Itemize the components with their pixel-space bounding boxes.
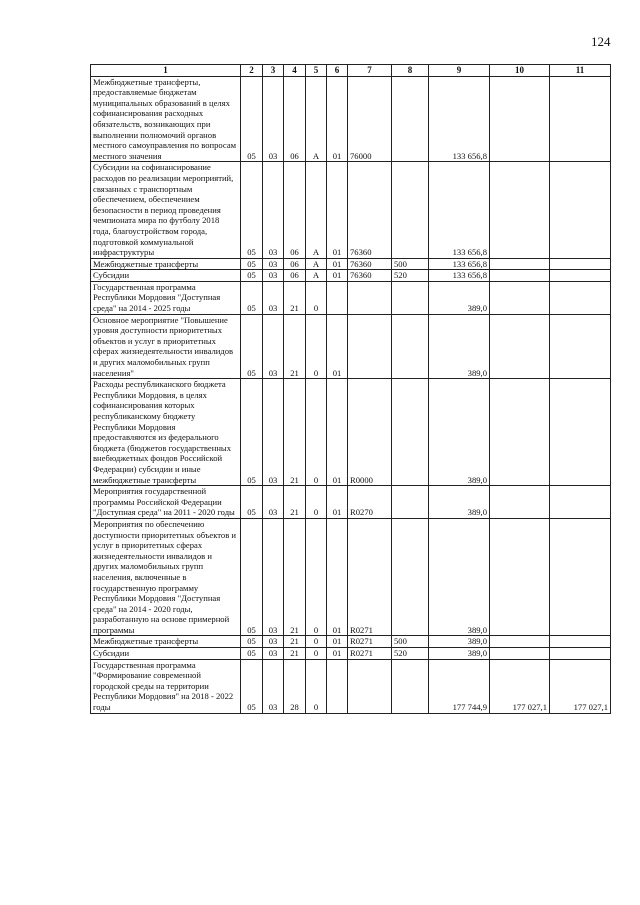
cell-direction: 76360: [348, 270, 392, 282]
budget-table: [90, 64, 611, 714]
cell-subprogram: А: [306, 76, 327, 162]
header-cell: 4: [284, 65, 306, 77]
cell-expense-type: [392, 76, 429, 162]
cell-amount-2: [490, 379, 550, 486]
cell-amount-2: [490, 258, 550, 270]
cell-amount-3: [550, 314, 611, 379]
cell-activity: [327, 659, 348, 713]
cell-subsection: 03: [263, 486, 284, 519]
cell-section: 05: [241, 659, 263, 713]
table-row: [91, 379, 611, 486]
row-name: Субсидии на софинансирование расходов по реализации мероприятий, связанных с транспортным обеспечением, обеспечением безопасности в период проведения чемпионата мира по футболу 2018 года, благоустройством города, подготовкой коммунальной инфраструктуры: [91, 162, 241, 258]
table-row: [91, 636, 611, 648]
cell-subsection: 03: [263, 636, 284, 648]
cell-subprogram: 0: [306, 281, 327, 314]
cell-section: 05: [241, 636, 263, 648]
cell-section: 05: [241, 270, 263, 282]
cell-program: 21: [284, 648, 306, 660]
cell-subsection: 03: [263, 281, 284, 314]
header-cell: 7: [348, 65, 392, 77]
cell-amount-2: [490, 162, 550, 258]
cell-amount-3: [550, 648, 611, 660]
cell-program: 06: [284, 258, 306, 270]
cell-activity: 01: [327, 162, 348, 258]
cell-section: 05: [241, 486, 263, 519]
cell-activity: 01: [327, 486, 348, 519]
table-row: [91, 648, 611, 660]
cell-amount-3: [550, 258, 611, 270]
cell-amount-3: [550, 76, 611, 162]
row-name: Основное мероприятие "Повышение уровня доступности приоритетных объектов и услуг в приоритетных сферах жизнедеятельности инвалидов и других маломобильных групп населения": [91, 314, 241, 379]
cell-amount-3: [550, 270, 611, 282]
row-name: Мероприятия по обеспечению доступности приоритетных объектов и услуг в приоритетных сферах жизнедеятельности инвалидов и других маломобильных групп населения, включенные в государственную программу Республики Мордовия "Доступная среда" на 2014 - 2020 годы, разработанную на основе примерной программы: [91, 518, 241, 636]
cell-subprogram: А: [306, 162, 327, 258]
cell-amount-3: [550, 379, 611, 486]
cell-subprogram: 0: [306, 518, 327, 636]
cell-subsection: 03: [263, 648, 284, 660]
cell-section: 05: [241, 162, 263, 258]
cell-amount-3: 177 027,1: [550, 659, 611, 713]
cell-subprogram: 0: [306, 648, 327, 660]
cell-program: 28: [284, 659, 306, 713]
cell-expense-type: [392, 518, 429, 636]
cell-amount-3: [550, 518, 611, 636]
row-name: Государственная программа "Формирование современной городской среды на территории Республики Мордовия" на 2018 - 2022 годы: [91, 659, 241, 713]
cell-expense-type: 500: [392, 636, 429, 648]
cell-amount-1: 389,0: [429, 379, 490, 486]
cell-amount-1: 389,0: [429, 648, 490, 660]
header-cell: 6: [327, 65, 348, 77]
cell-direction: 76360: [348, 258, 392, 270]
cell-subprogram: А: [306, 270, 327, 282]
cell-activity: 01: [327, 258, 348, 270]
header-row: [91, 65, 611, 77]
cell-amount-1: 133 656,8: [429, 258, 490, 270]
cell-program: 21: [284, 636, 306, 648]
cell-amount-2: [490, 486, 550, 519]
cell-amount-1: 133 656,8: [429, 270, 490, 282]
cell-expense-type: 520: [392, 270, 429, 282]
row-name: Субсидии: [91, 270, 241, 282]
cell-subsection: 03: [263, 258, 284, 270]
cell-expense-type: [392, 379, 429, 486]
cell-subsection: 03: [263, 379, 284, 486]
header-cell: 5: [306, 65, 327, 77]
cell-program: 21: [284, 281, 306, 314]
cell-activity: 01: [327, 270, 348, 282]
cell-amount-2: [490, 281, 550, 314]
cell-amount-1: 133 656,8: [429, 76, 490, 162]
cell-expense-type: 500: [392, 258, 429, 270]
cell-program: 21: [284, 518, 306, 636]
cell-expense-type: [392, 659, 429, 713]
cell-amount-2: [490, 314, 550, 379]
cell-amount-2: [490, 648, 550, 660]
cell-section: 05: [241, 518, 263, 636]
cell-amount-3: [550, 162, 611, 258]
header-cell: 2: [241, 65, 263, 77]
table-row: [91, 314, 611, 379]
cell-direction: [348, 659, 392, 713]
cell-direction: 76000: [348, 76, 392, 162]
cell-amount-1: 389,0: [429, 314, 490, 379]
cell-direction: R0271: [348, 636, 392, 648]
cell-program: 06: [284, 162, 306, 258]
table-row: [91, 162, 611, 258]
cell-amount-2: [490, 636, 550, 648]
cell-amount-1: 389,0: [429, 486, 490, 519]
header-cell: 3: [263, 65, 284, 77]
row-name: Межбюджетные трансферты: [91, 258, 241, 270]
cell-direction: R0271: [348, 518, 392, 636]
page-number: 124: [591, 34, 611, 49]
cell-program: 21: [284, 486, 306, 519]
cell-subsection: 03: [263, 76, 284, 162]
cell-section: 05: [241, 379, 263, 486]
row-name: Мероприятия государственной программы Российской Федерации "Доступная среда" на 2011 - 2020 годы: [91, 486, 241, 519]
cell-activity: [327, 281, 348, 314]
cell-expense-type: 520: [392, 648, 429, 660]
table-row: [91, 281, 611, 314]
cell-direction: 76360: [348, 162, 392, 258]
cell-subprogram: 0: [306, 636, 327, 648]
cell-activity: 01: [327, 636, 348, 648]
cell-section: 05: [241, 314, 263, 379]
header-cell: 8: [392, 65, 429, 77]
cell-program: 06: [284, 270, 306, 282]
header-cell: 1: [91, 65, 241, 77]
row-name: Субсидии: [91, 648, 241, 660]
cell-activity: 01: [327, 648, 348, 660]
table-row: [91, 518, 611, 636]
cell-direction: [348, 281, 392, 314]
row-name: Межбюджетные трансферты, предоставляемые бюджетам муниципальных образований в целях софинансирования расходных обязательств, возникающих при выполнении полномочий органов местного самоуправления по вопросам местного значения: [91, 76, 241, 162]
cell-program: 21: [284, 379, 306, 486]
cell-expense-type: [392, 486, 429, 519]
cell-subprogram: 0: [306, 314, 327, 379]
cell-subprogram: А: [306, 258, 327, 270]
cell-amount-2: [490, 518, 550, 636]
cell-direction: [348, 314, 392, 379]
cell-direction: R0270: [348, 486, 392, 519]
cell-activity: 01: [327, 379, 348, 486]
cell-direction: R0000: [348, 379, 392, 486]
cell-activity: 01: [327, 76, 348, 162]
row-name: Расходы республиканского бюджета Республики Мордовия, в целях софинансирования которых республиканскому бюджету Республики Мордовия предоставляются из федерального бюджета (бюджетов государственных внебюджетных фондов Российской Федерации) субсидии и иные межбюджетные трансферты: [91, 379, 241, 486]
cell-section: 05: [241, 281, 263, 314]
cell-subsection: 03: [263, 659, 284, 713]
cell-amount-3: [550, 281, 611, 314]
cell-amount-1: 177 744,9: [429, 659, 490, 713]
row-name: Межбюджетные трансферты: [91, 636, 241, 648]
cell-subprogram: 0: [306, 486, 327, 519]
table-row: [91, 659, 611, 713]
cell-subsection: 03: [263, 518, 284, 636]
cell-amount-1: 389,0: [429, 636, 490, 648]
cell-subsection: 03: [263, 162, 284, 258]
cell-section: 05: [241, 258, 263, 270]
cell-expense-type: [392, 162, 429, 258]
row-name: Государственная программа Республики Мордовия "Доступная среда" на 2014 - 2025 годы: [91, 281, 241, 314]
cell-activity: 01: [327, 314, 348, 379]
cell-direction: R0271: [348, 648, 392, 660]
cell-expense-type: [392, 314, 429, 379]
cell-amount-1: 389,0: [429, 281, 490, 314]
cell-section: 05: [241, 76, 263, 162]
cell-subsection: 03: [263, 270, 284, 282]
cell-activity: 01: [327, 518, 348, 636]
cell-amount-2: 177 027,1: [490, 659, 550, 713]
cell-subprogram: 0: [306, 659, 327, 713]
table-row: [91, 258, 611, 270]
cell-amount-3: [550, 636, 611, 648]
cell-subsection: 03: [263, 314, 284, 379]
header-cell: 10: [490, 65, 550, 77]
cell-program: 21: [284, 314, 306, 379]
cell-amount-3: [550, 486, 611, 519]
cell-amount-2: [490, 270, 550, 282]
table-row: [91, 76, 611, 162]
cell-amount-1: 389,0: [429, 518, 490, 636]
table-row: [91, 486, 611, 519]
cell-expense-type: [392, 281, 429, 314]
cell-section: 05: [241, 648, 263, 660]
header-cell: 9: [429, 65, 490, 77]
cell-amount-1: 133 656,8: [429, 162, 490, 258]
cell-subprogram: 0: [306, 379, 327, 486]
cell-program: 06: [284, 76, 306, 162]
header-cell: 11: [550, 65, 611, 77]
table-row: [91, 270, 611, 282]
cell-amount-2: [490, 76, 550, 162]
